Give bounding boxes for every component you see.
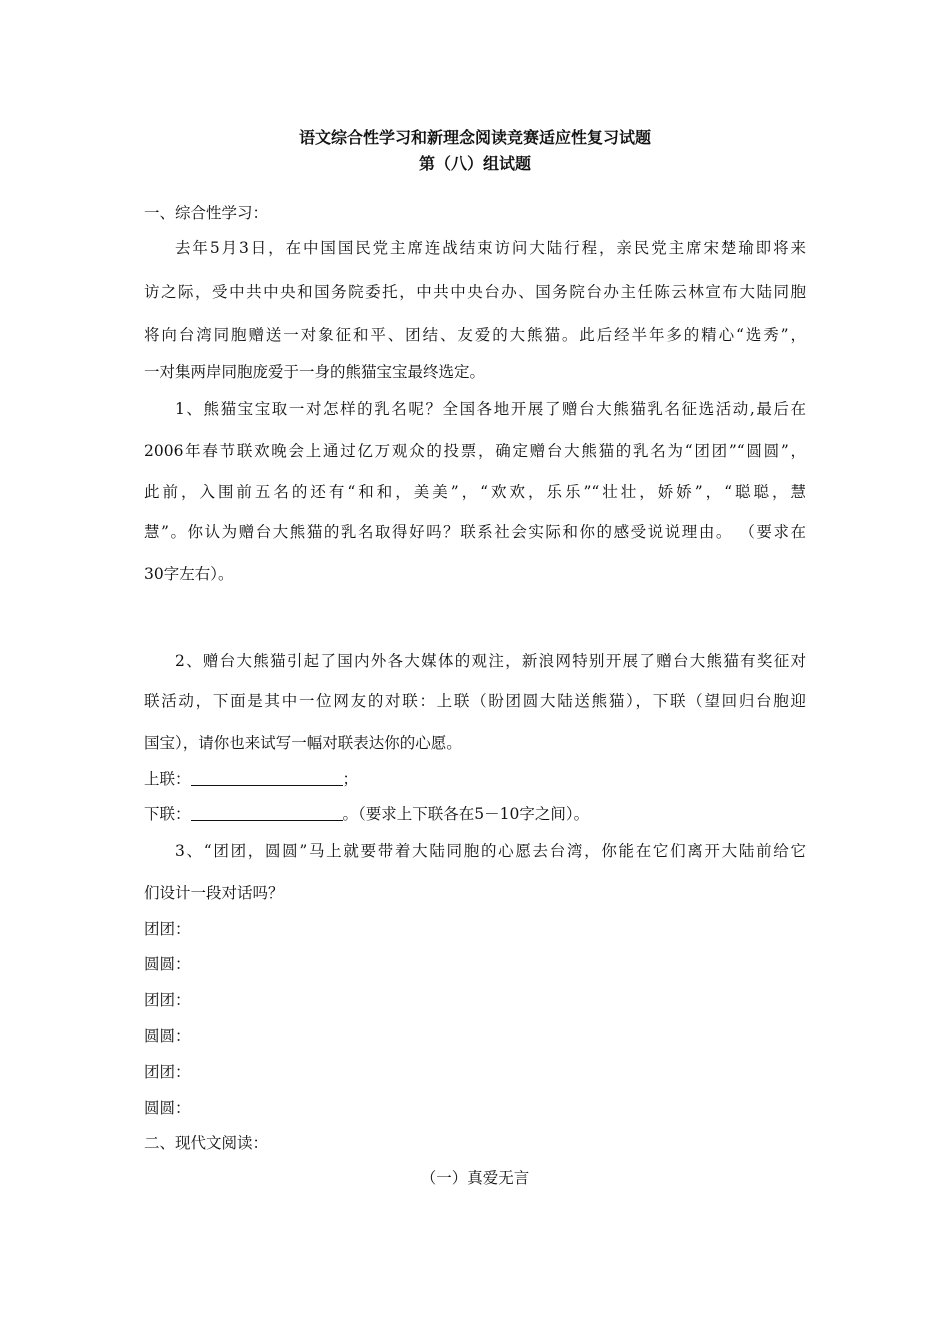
lower-couplet-end: 。（要求上下联各在5－10字之间）。 xyxy=(342,805,590,823)
upper-couplet-blank[interactable] xyxy=(191,771,343,786)
dialogue-line: 圆圆： xyxy=(144,955,191,973)
dialogue-line: 团团： xyxy=(144,991,191,1009)
lower-couplet-blank[interactable] xyxy=(191,806,343,821)
question-1-line-2: 2006年春节联欢晚会上通过亿万观众的投票，确定赠台大熊猫的乳名为“团团”“圆圆”， xyxy=(144,442,806,460)
intro-line-4: 一对集两岸同胞庞爱于一身的熊猫宝宝最终选定。 xyxy=(144,363,486,381)
question-2-line-3: 国宝），请你也来试写一幅对联表达你的心愿。 xyxy=(144,734,462,752)
section-heading-2: 二、现代文阅读： xyxy=(144,1134,269,1152)
question-1-line-5: 30字左右）。 xyxy=(144,565,234,583)
question-1-line-4: 慧”。你认为赠台大熊猫的乳名取得好吗？联系社会实际和你的感受说说理由。 （要求在 xyxy=(144,523,806,541)
passage-title: （一）真爱无言 xyxy=(420,1169,530,1187)
question-1-line-3: 此前，入围前五名的还有“和和，美美”，“欢欢，乐乐”“壮壮，娇娇”，“聪聪，慧 xyxy=(144,483,806,501)
upper-couplet-label: 上联： xyxy=(144,770,191,788)
intro-line-1: 去年5月3日，在中国国民党主席连战结束访问大陆行程，亲民党主席宋楚瑜即将来 xyxy=(175,239,806,257)
question-3-line-2: 们设计一段对话吗？ xyxy=(144,884,284,902)
question-1-line-1: 1、熊猫宝宝取一对怎样的乳名呢？全国各地开展了赠台大熊猫乳名征选活动,最后在 xyxy=(175,400,806,418)
lower-couplet-label: 下联： xyxy=(144,805,191,823)
intro-line-3: 将向台湾同胞赠送一对象征和平、团结、友爱的大熊猫。此后经半年多的精心“选秀”， xyxy=(144,326,806,344)
upper-couplet-row xyxy=(144,768,358,790)
section-heading-1: 一、综合性学习： xyxy=(144,204,269,222)
document-subtitle: 第（八）组试题 xyxy=(418,154,531,173)
question-3-line-1: 3、“团团，圆圆”马上就要带着大陆同胞的心愿去台湾，你能在它们离开大陆前给它 xyxy=(175,842,806,860)
dialogue-line: 圆圆： xyxy=(144,1099,191,1117)
question-2-line-1: 2、赠台大熊猫引起了国内外各大媒体的观注，新浪网特别开展了赠台大熊猫有奖征对 xyxy=(175,652,806,670)
dialogue-line: 团团： xyxy=(144,1063,191,1081)
document-title: 语文综合性学习和新理念阅读竞赛适应性复习试题 xyxy=(298,128,651,147)
question-2-line-2: 联活动，下面是其中一位网友的对联：上联（盼团圆大陆送熊猫），下联（望回归台胞迎 xyxy=(144,692,806,710)
dialogue-line: 团团： xyxy=(144,920,191,938)
upper-couplet-end: ； xyxy=(342,770,359,788)
dialogue-line: 圆圆： xyxy=(144,1027,191,1045)
lower-couplet-row xyxy=(144,803,589,825)
intro-line-2: 访之际，受中共中央和国务院委托，中共中央台办、国务院台办主任陈云林宣布大陆同胞 xyxy=(144,283,806,301)
